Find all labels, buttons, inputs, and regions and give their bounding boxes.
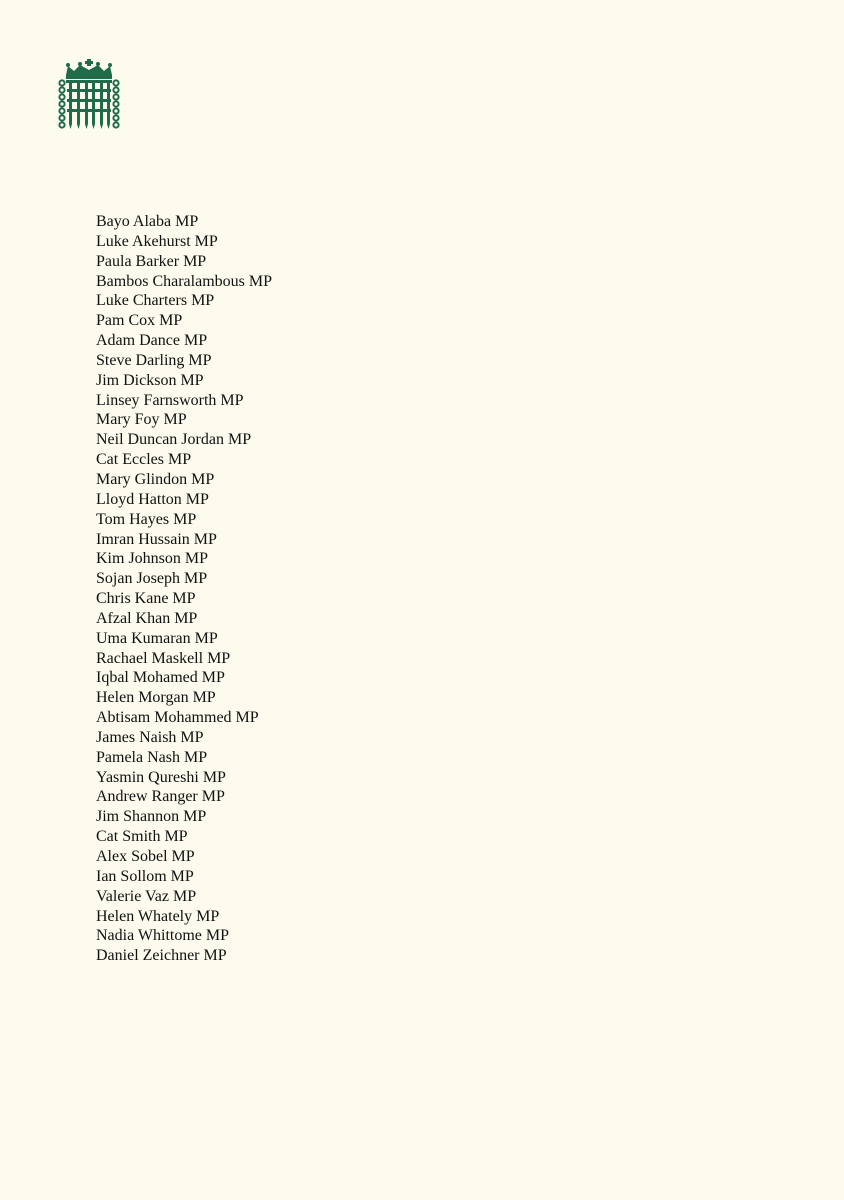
signatory-name: Nadia Whittome MP	[96, 927, 230, 945]
signatory-name: Tom Hayes MP	[96, 510, 197, 528]
signatory-name: Lloyd Hatton MP	[96, 490, 209, 508]
signatory-name: Bambos Charalambous MP	[96, 272, 272, 290]
signatory-name: Alex Sobel MP	[96, 848, 195, 865]
signatory-name: Bayo Alaba MP	[96, 213, 199, 230]
signatory-name: Andrew Ranger MP	[96, 788, 225, 806]
signatory-name: Yasmin Qureshi MP	[96, 768, 226, 786]
signatory-name: Mary Glindon MP	[96, 470, 215, 488]
signatory-name: Valerie Vaz MP	[96, 887, 197, 905]
signatory-name: Uma Kumaran MP	[96, 629, 218, 647]
signatory-name: Imran Hussain MP	[96, 530, 217, 548]
signatory-name: Rachael Maskell MP	[96, 649, 231, 667]
signatory-name: Abtisam Mohammed MP	[96, 709, 259, 727]
signatory-name: Chris Kane MP	[96, 590, 196, 608]
signatory-name: Helen Whately MP	[96, 907, 220, 925]
signatory-name: Pam Cox MP	[96, 312, 183, 330]
signatory-name: Luke Akehurst MP	[96, 232, 218, 250]
portcullis-crest-icon	[58, 59, 120, 130]
signatory-name: Jim Dickson MP	[96, 371, 204, 389]
signatory-name: Cat Eccles MP	[96, 451, 192, 469]
signatory-name: Cat Smith MP	[96, 828, 188, 846]
signatory-name: Adam Dance MP	[96, 332, 208, 350]
signatory-name: Helen Morgan MP	[96, 689, 216, 707]
signatory-name: Luke Charters MP	[96, 292, 215, 310]
signatory-name: Sojan Joseph MP	[96, 570, 208, 588]
signatory-name: Ian Sollom MP	[96, 867, 194, 885]
signatory-name: James Naish MP	[96, 728, 204, 746]
signatory-name: Steve Darling MP	[96, 351, 212, 369]
signatory-name: Mary Foy MP	[96, 411, 187, 429]
signatory-name: Paula Barker MP	[96, 252, 207, 270]
signatory-name: Linsey Farnsworth MP	[96, 391, 244, 409]
signatory-name: Pamela Nash MP	[96, 748, 208, 766]
signatory-name: Afzal Khan MP	[96, 609, 198, 627]
portcullis-crest-svg	[58, 59, 120, 130]
signatory-name: Kim Johnson MP	[96, 550, 209, 568]
signatory-list	[96, 212, 272, 966]
signatory-name: Daniel Zeichner MP	[96, 947, 227, 965]
signatory-name: Jim Shannon MP	[96, 808, 207, 826]
signatory-name: Neil Duncan Jordan MP	[96, 431, 252, 449]
signatory-name: Iqbal Mohamed MP	[96, 669, 225, 687]
